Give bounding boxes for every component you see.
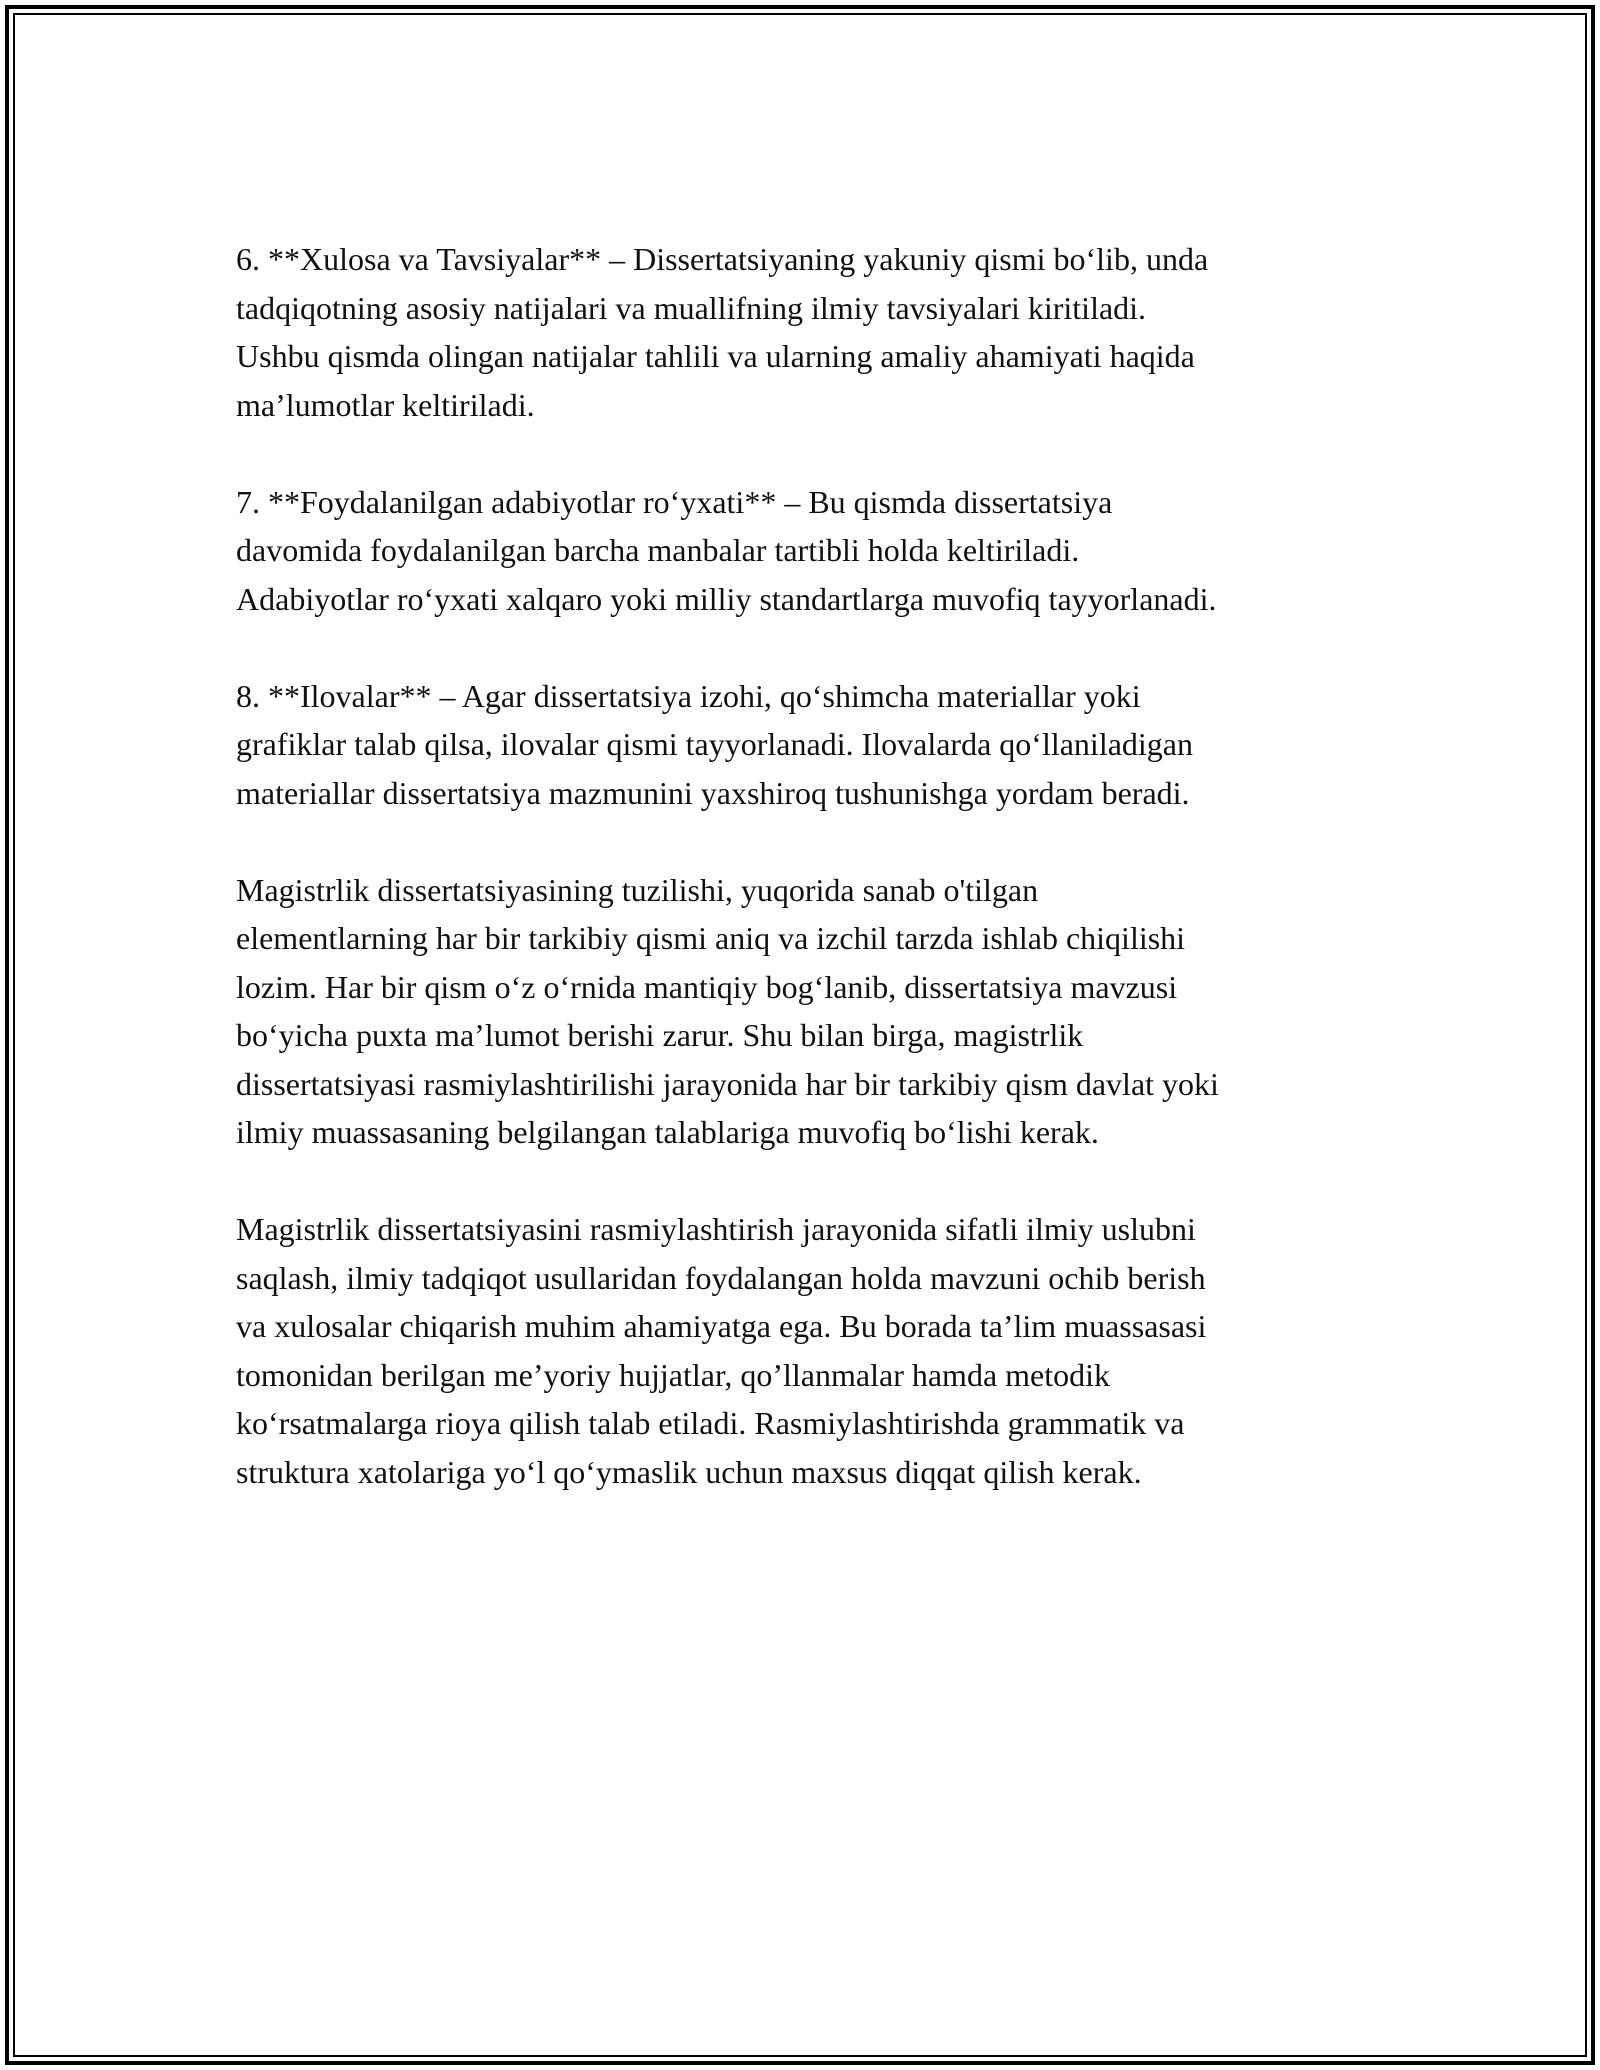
paragraph-appendices: 8. **Ilovalar** – Agar dissertatsiya izohi, qo‘shimcha materiallar yoki grafiklar talab qilsa, ilovalar qismi tayyorlanadi. Ilovalarda qo‘llaniladigan materiallar dissertatsiya mazmunini yaxshiroq tushunishga yordam beradi. [236, 677, 1193, 811]
document-body [236, 235, 1366, 1545]
paragraph-formatting: Magistrlik dissertatsiyasini rasmiylashtirish jarayonida sifatli ilmiy uslubni saqlash, ilmiy tadqiqot usullaridan foydalangan holda mavzuni ochib berish va xulosalar chiqarish muhim ahamiyatga ega. Bu borada ta’lim muassasasi tomonidan berilgan me’yoriy hujjatlar, qo’llanmalar hamda metodik ko‘rsatmalarga rioya qilish talab etiladi. Rasmiylashtirishda grammatik va struktura xatolariga yo‘l qo‘ymaslik uchun maxsus diqqat qilish kerak. [236, 1211, 1207, 1490]
paragraph-references: 7. **Foydalanilgan adabiyotlar ro‘yxati** – Bu qismda dissertatsiya davomida foydalanilgan barcha manbalar tartibli holda keltiriladi. Adabiyotlar ro‘yxati xalqaro yoki milliy standartlarga muvofiq tayyorlanadi. [236, 483, 1217, 617]
paragraph-structure: Magistrlik dissertatsiyasining tuzilishi, yuqorida sanab o'tilgan elementlarning har bir tarkibiy qismi aniq va izchil tarzda ishlab chiqilishi lozim. Har bir qism o‘z o‘rnida mantiqiy bog‘lanib, dissertatsiya mavzusi bo‘yicha puxta ma’lumot berishi zarur. Shu bilan birga, magistrlik dissertatsiyasi rasmiylashtirilishi jarayonida har bir tarkibiy qism davlat yoki ilmiy muassasaning belgilangan talablariga muvofiq bo‘lishi kerak. [236, 871, 1219, 1150]
paragraph-conclusions: 6. **Xulosa va Tavsiyalar** – Dissertatsiyaning yakuniy qismi bo‘lib, unda tadqiqotning asosiy natijalari va muallifning ilmiy tavsiyalari kiritiladi. Ushbu qismda olingan natijalar tahlili va ularning amaliy ahamiyati haqida ma’lumotlar keltiriladi. [236, 241, 1209, 423]
